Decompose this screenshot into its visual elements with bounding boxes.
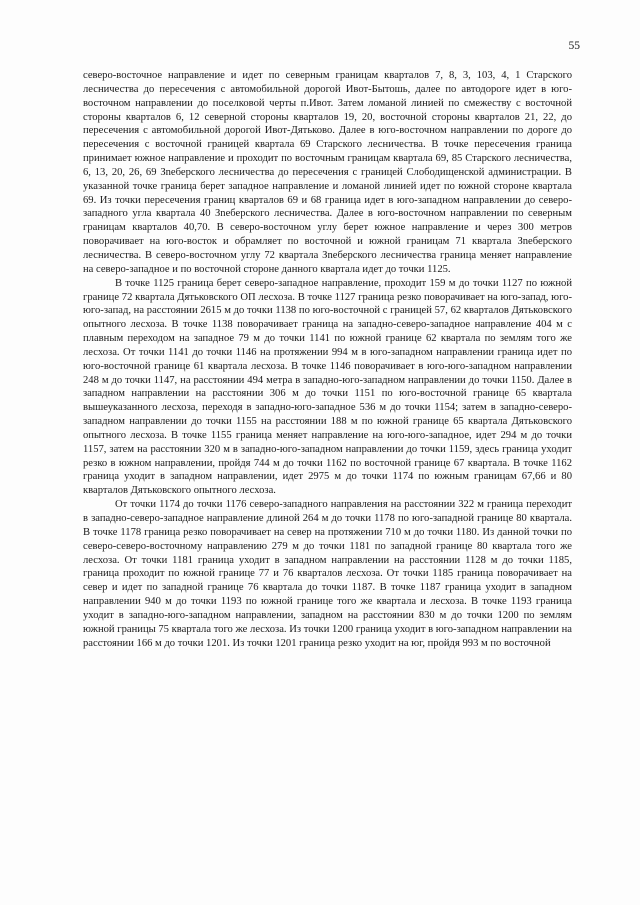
document-body	[83, 69, 572, 650]
page-number: 55	[568, 40, 580, 52]
paragraph-1: северо-восточное направление и идет по северным границам кварталов 7, 8, 3, 103, 4, 1 Старского лесничества до пересечения с автомобильной дорогой Ивот-Бытошь, далее по автодороге идет в юго-восточном направлении до поселковой черты п.Ивот. Затем ломаной линией по смежеству с восточной стороны кварталов 6, 12 северной стороны кварталов 19, 20, восточной стороны кварталов 21, 22, до пересечения с автомобильной дорогой Ивот-Дятьково. Далее в юго-восточном направлении по дороге до пересечения с восточной границей квартала 69 Старского лесничества. В точке пересечения граница принимает южное направление и проходит по восточным границам квартала 69, 85 Старского лесничества, 6, 13, 20, 26, 69 Зneберского лесничества до пересечения с границей Слободищенской администрации. В указанной точке граница берет западное направление и ломаной линией идет по южной стороне квартала 69. Из точки пересечения границ кварталов 69 и 68 граница идет в юго-западном направлении до северо- западного угла квартала 40 Зneберского лесничества. Далее в юго-восточном направлении по северным границам кварталов 40,70. В северо-восточном углу берет южное направление и через 300 метров поворачивает на юго-восток и обрамляет по восточной и южной границам 71 квартала Зneберского лесничества. В северо-восточном углу 72 квартала Зneберского лесничества граница меняет направление на северо-западное и по восточной стороне данного квартала идет до точки 1125.	[83, 70, 572, 275]
paragraph-3: От точки 1174 до точки 1176 северо-западного направления на расстоянии 322 м граница переходит в западно-северо-западное направление длиной 264 м до точки 1178 по юго-западной границе 80 квартала. В точке 1178 граница резко поворачивает на север на протяжении 710 м до точки 1180. Из данной точки по северо-северо-восточному направлению 279 м до точки 1181 по западной границе 80 квартала того же лесхоза. От точки 1181 граница уходит в западном направлении на расстоянии 1128 м до точки 1185, граница проходит по южной границе 77 и 76 кварталов лесхоза. От точки 1185 граница поворачивает на север и идет по западной границе 76 квартала до точки 1187. В точке 1187 граница уходит в западном направлении 940 м до точки 1193 по южной границе того же квартала и лесхоза. В точке 1193 граница уходит в западно-юго-западном направлении, западном на расстоянии 830 м до точки 1200 по землям южной границы 75 квартала того же лесхоза. Из точки 1200 граница уходит в юго-западном направлении на расстоянии 166 м до точки 1201. Из точки 1201 граница резко уходит на юг, пройдя 993 м по восточной	[83, 499, 572, 649]
paragraph-2: В точке 1125 граница берет северо-западное направление, проходит 159 м до точки 1127 по южной границе 72 квартала Дятьковского ОП лесхоза. В точке 1127 граница резко поворачивает на юго-запад, юго-юго-запад, на расстоянии 2615 м до точки 1138 по юго-восточной с границей 57, 62 кварталов Дятьковского опытного лесхоза. В точке 1138 поворачивает граница на западно-северо-западное направление 404 м с плавным переходом на западное 79 м до точки 1141 по южной границе 62 квартала по землям того же лесхоза. От точки 1141 до точки 1146 на протяжении 994 м в юго-западном направлении граница идет по юго-восточной границе 61 квартала лесхоза. В точке 1146 поворачивает в юго-юго-западном направлении 248 м до точки 1147, на расстоянии 494 метра в западно-юго-западном направлении до точки 1150. Далее в западном направлении на расстоянии 306 м до точки 1151 по юго-восточной границе 65 квартала вышеуказанного лесхоза, переходя в западно-юго-западное 536 м до точки 1154; затем в западно-северо-западном направлении до точки 1155 на расстоянии 188 м по южной границе 65 квартала Дятьковского опытного лесхоза. В точке 1155 граница меняет направление на юго-юго-западное, идет 294 м до точки 1157, затем на расстоянии 320 м в западно-юго-западном направлении до точки 1159, здесь граница уходит резко в южном направлении, пройдя 744 м до точки 1162 по восточной границе 67 квартала. В точке 1162 граница уходит в западном направлении, идет 2975 м до точки 1174 по южным границам 67,66 и 80 кварталов Дятьковского опытного лесхоза.	[83, 277, 572, 497]
